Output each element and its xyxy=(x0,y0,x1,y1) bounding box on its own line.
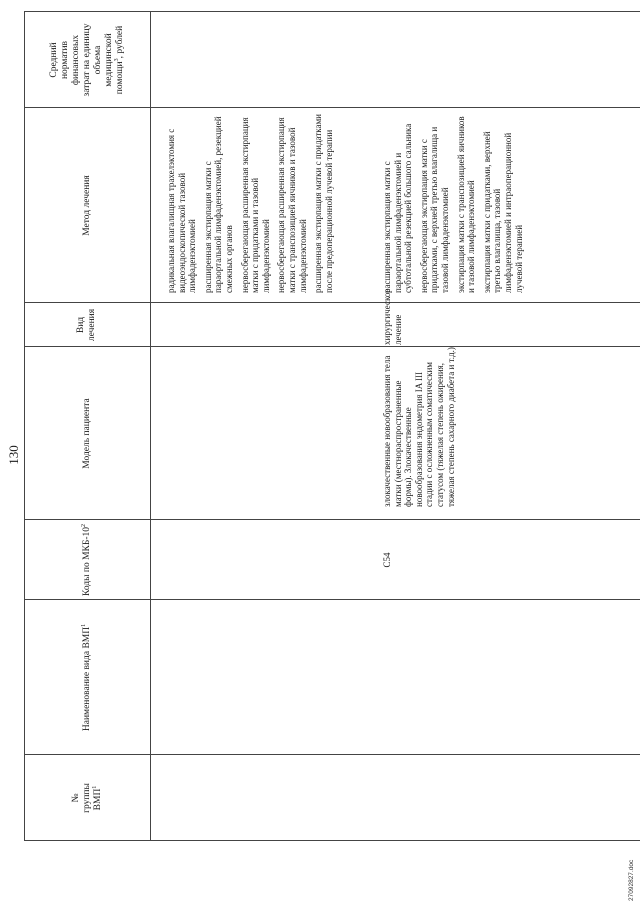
header-patient-model-text: Модель пациента xyxy=(81,398,92,469)
header-icd-codes-text: Коды по МКБ-10 xyxy=(81,526,92,597)
header-group-no-line: ВМП xyxy=(92,788,103,811)
treatment-method-item: экстирпация матки с транспозицией яичников и тазовой лимфаденэктомией xyxy=(455,116,477,293)
header-avg-cost-line-text: рублей xyxy=(114,25,125,54)
icd-code: C54 xyxy=(382,552,392,568)
treatment-method-item: экстирпация матки с придатками, верхней третью влагалища, тазовой лимфаденэктомией и интраоперационной лучевой терапией xyxy=(481,131,524,293)
header-group-no-line: № xyxy=(70,793,81,803)
header-avg-cost-line: объема xyxy=(92,45,103,75)
header-group-no-line: группы xyxy=(81,783,92,813)
treatment-method-item: нервосберегающая расширенная экстирпация матки с транспозицией яичников и тазовой лимфаденэктомией xyxy=(276,117,308,293)
header-avg-cost-line: медицинской xyxy=(103,33,114,87)
header-avg-cost-line: Средний xyxy=(48,42,59,78)
header-treatment-type-text: Вид лечения xyxy=(76,308,97,342)
treatment-method-item: расширенная экстирпация матки с параортальной лимфаденэктомией, резекцией смежных органов xyxy=(202,116,234,293)
treatment-method-item: расширенная экстирпация матки с параортальной лимфаденэктомией и субтотальной резекцией большого сальника xyxy=(382,123,414,293)
treatment-type-text: хирургическое лечение xyxy=(382,288,403,345)
header-avg-cost-line: финансовых xyxy=(70,34,81,86)
page-number: 130 xyxy=(6,445,21,465)
treatment-method-item: нервосберегающая экстирпация матки с придатками, с верхней третью влагалища и тазовой лимфаденэктомией xyxy=(418,126,450,293)
footnote-mark: 3 xyxy=(113,58,120,62)
footnote-mark: 1 xyxy=(91,785,98,789)
footnote-mark: 1 xyxy=(80,623,87,627)
patient-model-text: злокачественные новообразования тела матки (местнораспространенные формы). Злокачественные новообразования эндометрия IA III стадии с осложненным соматическим статусом (тяжелая степень ожирения, тяжелая степень сахарного диабета и т.д.) xyxy=(382,347,456,507)
header-avg-cost-line-text: помощи xyxy=(114,61,125,95)
treatment-method-item: расширенная экстирпация матки с придатками после предоперационной лучевой терапии xyxy=(313,114,334,293)
treatment-method-item: нервосберегающая расширенная экстирпация матки с придатками и тазовой лимфаденэктомией xyxy=(239,117,271,293)
footnote-mark: 2 xyxy=(80,523,87,527)
document-id: 27092827.doc xyxy=(628,859,635,901)
header-treatment-method-text: Метод лечения xyxy=(81,175,92,236)
treatment-method-item: радикальная влагалищная трахелэктомия с видеоэндоскопической тазовой лимфаденэктомией xyxy=(166,128,198,293)
separator: , xyxy=(114,53,125,59)
header-avg-cost-line: норматив xyxy=(59,40,70,80)
header-avg-cost-line: затрат на единицу xyxy=(81,23,92,97)
header-vmp-name-text: Наименование вида ВМП xyxy=(81,626,92,732)
